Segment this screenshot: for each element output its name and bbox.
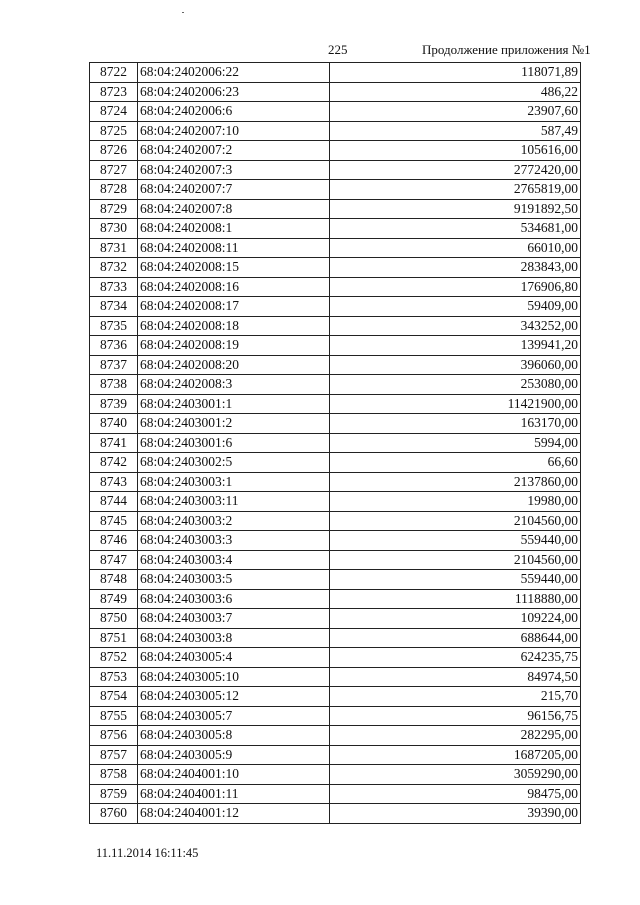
cadastral-number-cell: 68:04:2403005:8 <box>138 726 330 746</box>
cadastral-number-cell: 68:04:2403003:5 <box>138 570 330 590</box>
row-number-cell: 8747 <box>90 550 138 570</box>
cadastral-value-cell: 84974,50 <box>330 667 581 687</box>
cadastral-value-cell: 2772420,00 <box>330 160 581 180</box>
cadastral-number-cell: 68:04:2402008:15 <box>138 258 330 278</box>
table-row <box>90 804 581 824</box>
cadastral-number-cell: 68:04:2402008:11 <box>138 238 330 258</box>
cadastral-number-cell: 68:04:2402007:2 <box>138 141 330 161</box>
cadastral-value-cell: 9191892,50 <box>330 199 581 219</box>
cadastral-value-cell: 559440,00 <box>330 531 581 551</box>
cadastral-number-cell: 68:04:2403003:3 <box>138 531 330 551</box>
cadastral-number-cell: 68:04:2402007:10 <box>138 121 330 141</box>
cadastral-value-cell: 2765819,00 <box>330 180 581 200</box>
cadastral-number-cell: 68:04:2403003:4 <box>138 550 330 570</box>
row-number-cell: 8740 <box>90 414 138 434</box>
cadastral-value-cell: 11421900,00 <box>330 394 581 414</box>
cadastral-value-cell: 253080,00 <box>330 375 581 395</box>
table-row <box>90 687 581 707</box>
cadastral-number-cell: 68:04:2403005:10 <box>138 667 330 687</box>
table-row <box>90 745 581 765</box>
cadastral-number-cell: 68:04:2402008:19 <box>138 336 330 356</box>
cadastral-number-cell: 68:04:2403002:5 <box>138 453 330 473</box>
table-row <box>90 160 581 180</box>
row-number-cell: 8722 <box>90 63 138 83</box>
cadastral-value-cell: 343252,00 <box>330 316 581 336</box>
cadastral-number-cell: 68:04:2403001:6 <box>138 433 330 453</box>
cadastral-number-cell: 68:04:2402008:1 <box>138 219 330 239</box>
table-row <box>90 433 581 453</box>
cadastral-value-cell: 624235,75 <box>330 648 581 668</box>
cadastral-value-cell: 66,60 <box>330 453 581 473</box>
cadastral-number-cell: 68:04:2403003:8 <box>138 628 330 648</box>
cadastral-number-cell: 68:04:2402007:3 <box>138 160 330 180</box>
row-number-cell: 8725 <box>90 121 138 141</box>
table-row <box>90 258 581 278</box>
cadastral-value-cell: 59409,00 <box>330 297 581 317</box>
continuation-label: Продолжение приложения №1 <box>422 42 591 57</box>
table-row <box>90 219 581 239</box>
cadastral-value-cell: 2137860,00 <box>330 472 581 492</box>
row-number-cell: 8729 <box>90 199 138 219</box>
cadastral-value-cell: 109224,00 <box>330 609 581 629</box>
cadastral-value-cell: 486,22 <box>330 82 581 102</box>
row-number-cell: 8730 <box>90 219 138 239</box>
table-row <box>90 589 581 609</box>
row-number-cell: 8742 <box>90 453 138 473</box>
row-number-cell: 8746 <box>90 531 138 551</box>
table-row <box>90 531 581 551</box>
row-number-cell: 8754 <box>90 687 138 707</box>
table-row <box>90 648 581 668</box>
cadastral-number-cell: 68:04:2403005:9 <box>138 745 330 765</box>
table-row <box>90 277 581 297</box>
row-number-cell: 8728 <box>90 180 138 200</box>
cadastral-value-cell: 534681,00 <box>330 219 581 239</box>
cadastral-value-cell: 282295,00 <box>330 726 581 746</box>
row-number-cell: 8736 <box>90 336 138 356</box>
row-number-cell: 8744 <box>90 492 138 512</box>
row-number-cell: 8748 <box>90 570 138 590</box>
cadastral-value-cell: 1118880,00 <box>330 589 581 609</box>
cadastral-value-cell: 688644,00 <box>330 628 581 648</box>
table-row <box>90 570 581 590</box>
table-row <box>90 238 581 258</box>
table-row <box>90 297 581 317</box>
scan-dot-mark <box>182 12 184 13</box>
cadastral-number-cell: 68:04:2403001:2 <box>138 414 330 434</box>
cadastral-value-cell: 19980,00 <box>330 492 581 512</box>
table-row <box>90 609 581 629</box>
table-row <box>90 121 581 141</box>
table-row <box>90 141 581 161</box>
cadastral-value-cell: 163170,00 <box>330 414 581 434</box>
cadastral-number-cell: 68:04:2402008:17 <box>138 297 330 317</box>
cadastral-number-cell: 68:04:2402006:23 <box>138 82 330 102</box>
row-number-cell: 8734 <box>90 297 138 317</box>
table-row <box>90 784 581 804</box>
cadastral-value-cell: 559440,00 <box>330 570 581 590</box>
table-row <box>90 706 581 726</box>
row-number-cell: 8731 <box>90 238 138 258</box>
cadastral-value-cell: 3059290,00 <box>330 765 581 785</box>
table-row <box>90 180 581 200</box>
cadastral-value-cell: 2104560,00 <box>330 550 581 570</box>
row-number-cell: 8745 <box>90 511 138 531</box>
cadastral-number-cell: 68:04:2402008:18 <box>138 316 330 336</box>
row-number-cell: 8760 <box>90 804 138 824</box>
cadastral-value-cell: 96156,75 <box>330 706 581 726</box>
table-row <box>90 316 581 336</box>
table-row <box>90 414 581 434</box>
table-row <box>90 765 581 785</box>
row-number-cell: 8738 <box>90 375 138 395</box>
table-row <box>90 82 581 102</box>
cadastral-value-cell: 5994,00 <box>330 433 581 453</box>
cadastral-number-cell: 68:04:2403001:1 <box>138 394 330 414</box>
cadastral-number-cell: 68:04:2403003:6 <box>138 589 330 609</box>
cadastral-value-cell: 587,49 <box>330 121 581 141</box>
table-row <box>90 102 581 122</box>
row-number-cell: 8750 <box>90 609 138 629</box>
row-number-cell: 8726 <box>90 141 138 161</box>
table-row <box>90 726 581 746</box>
cadastral-number-cell: 68:04:2402007:7 <box>138 180 330 200</box>
cadastral-number-cell: 68:04:2404001:12 <box>138 804 330 824</box>
table-row <box>90 511 581 531</box>
table-row <box>90 453 581 473</box>
table-row <box>90 336 581 356</box>
cadastral-number-cell: 68:04:2402008:20 <box>138 355 330 375</box>
row-number-cell: 8749 <box>90 589 138 609</box>
cadastral-value-cell: 2104560,00 <box>330 511 581 531</box>
print-timestamp: 11.11.2014 16:11:45 <box>96 846 199 860</box>
row-number-cell: 8756 <box>90 726 138 746</box>
cadastral-number-cell: 68:04:2404001:11 <box>138 784 330 804</box>
cadastral-number-cell: 68:04:2402007:8 <box>138 199 330 219</box>
cadastral-value-cell: 139941,20 <box>330 336 581 356</box>
row-number-cell: 8752 <box>90 648 138 668</box>
cadastral-value-cell: 105616,00 <box>330 141 581 161</box>
table-row <box>90 394 581 414</box>
table-row <box>90 667 581 687</box>
row-number-cell: 8759 <box>90 784 138 804</box>
row-number-cell: 8735 <box>90 316 138 336</box>
row-number-cell: 8739 <box>90 394 138 414</box>
table-row <box>90 355 581 375</box>
cadastral-number-cell: 68:04:2402006:22 <box>138 63 330 83</box>
row-number-cell: 8727 <box>90 160 138 180</box>
cadastral-number-cell: 68:04:2402008:3 <box>138 375 330 395</box>
cadastral-number-cell: 68:04:2403003:7 <box>138 609 330 629</box>
row-number-cell: 8743 <box>90 472 138 492</box>
cadastral-value-cell: 176906,80 <box>330 277 581 297</box>
cadastral-number-cell: 68:04:2404001:10 <box>138 765 330 785</box>
row-number-cell: 8751 <box>90 628 138 648</box>
row-number-cell: 8758 <box>90 765 138 785</box>
cadastral-value-cell: 215,70 <box>330 687 581 707</box>
table-row <box>90 550 581 570</box>
page-number: 225 <box>328 42 348 57</box>
row-number-cell: 8753 <box>90 667 138 687</box>
row-number-cell: 8733 <box>90 277 138 297</box>
table-row <box>90 472 581 492</box>
cadastral-number-cell: 68:04:2402006:6 <box>138 102 330 122</box>
table-row <box>90 492 581 512</box>
cadastral-number-cell: 68:04:2403003:11 <box>138 492 330 512</box>
cadastral-number-cell: 68:04:2403005:7 <box>138 706 330 726</box>
cadastral-number-cell: 68:04:2402008:16 <box>138 277 330 297</box>
table-body <box>90 63 581 824</box>
row-number-cell: 8741 <box>90 433 138 453</box>
row-number-cell: 8723 <box>90 82 138 102</box>
cadastral-number-cell: 68:04:2403005:4 <box>138 648 330 668</box>
cadastral-value-table <box>89 62 581 824</box>
cadastral-number-cell: 68:04:2403003:1 <box>138 472 330 492</box>
cadastral-value-cell: 396060,00 <box>330 355 581 375</box>
row-number-cell: 8732 <box>90 258 138 278</box>
cadastral-number-cell: 68:04:2403005:12 <box>138 687 330 707</box>
table-row <box>90 63 581 83</box>
table-row <box>90 375 581 395</box>
table-row <box>90 628 581 648</box>
row-number-cell: 8755 <box>90 706 138 726</box>
cadastral-value-cell: 283843,00 <box>330 258 581 278</box>
cadastral-number-cell: 68:04:2403003:2 <box>138 511 330 531</box>
row-number-cell: 8737 <box>90 355 138 375</box>
cadastral-value-cell: 39390,00 <box>330 804 581 824</box>
cadastral-value-cell: 66010,00 <box>330 238 581 258</box>
row-number-cell: 8757 <box>90 745 138 765</box>
table-row <box>90 199 581 219</box>
cadastral-value-cell: 23907,60 <box>330 102 581 122</box>
cadastral-value-cell: 118071,89 <box>330 63 581 83</box>
cadastral-value-cell: 1687205,00 <box>330 745 581 765</box>
cadastral-value-cell: 98475,00 <box>330 784 581 804</box>
row-number-cell: 8724 <box>90 102 138 122</box>
